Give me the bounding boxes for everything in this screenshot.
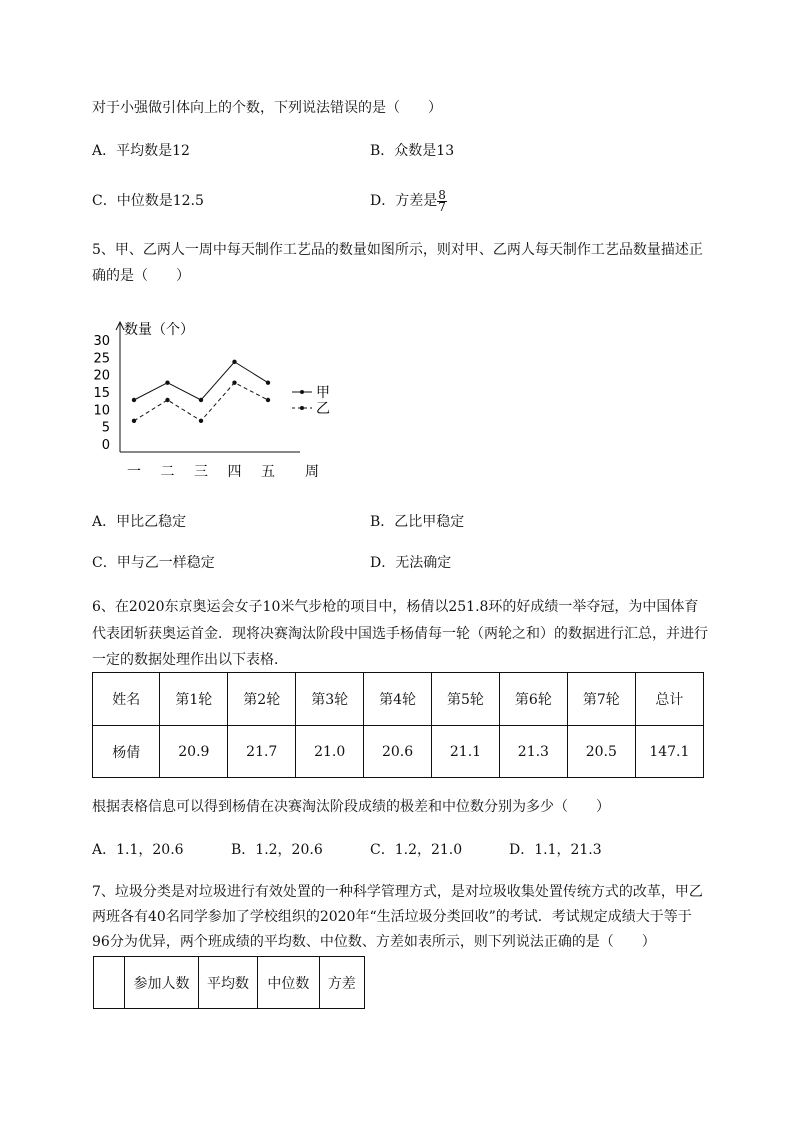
table-header-cell: 中位数 (258, 957, 319, 1009)
q4-option-a[interactable]: A．平均数是12 (92, 143, 190, 159)
q6-option-a[interactable]: A．1.1，20.6 (92, 842, 184, 858)
table-header-row (94, 957, 365, 1009)
legend-marker-jia (300, 390, 304, 394)
table-header-cell: 第2轮 (228, 673, 296, 726)
q6-option-b[interactable]: B．1.2，20.6 (231, 842, 323, 858)
series-group (132, 360, 270, 423)
q5-stem-line2: 确的是（ ） (92, 268, 190, 284)
q4-option-c[interactable]: C．中位数是12.5 (92, 193, 204, 209)
q5-option-c[interactable]: C．甲与乙一样稳定 (92, 555, 215, 571)
data-point (132, 398, 136, 402)
q4-option-b[interactable]: B．众数是13 (370, 143, 455, 159)
y-tick-label: 30 (93, 334, 110, 349)
table-header-cell: 参加人数 (125, 957, 199, 1009)
table-cell: 20.6 (364, 726, 432, 778)
table-row (93, 726, 704, 778)
legend-marker-yi (300, 406, 304, 410)
data-point (165, 380, 169, 384)
table-cell: 20.5 (567, 726, 635, 778)
data-point (132, 419, 136, 423)
y-tick-label: 5 (101, 420, 110, 436)
table-header-cell: 第7轮 (567, 673, 635, 726)
y-tick-label: 25 (93, 351, 110, 367)
y-tick-labels (93, 334, 110, 453)
q7-stats-table (93, 956, 365, 1009)
y-tick-label: 15 (93, 386, 110, 401)
y-axis-label: 数量（个） (124, 322, 194, 338)
table-header-row (93, 673, 704, 726)
q5-stem-line1: 5、甲、乙两人一周中每天制作工艺品的数量如图所示，则对甲、乙两人每天制作工艺品数量描述正 (92, 242, 703, 258)
y-tick-label: 10 (93, 403, 110, 419)
legend-label-yi: 乙 (316, 401, 330, 417)
table-cell: 21.0 (296, 726, 364, 778)
legend-label-jia: 甲 (316, 385, 330, 401)
data-point (266, 380, 270, 384)
table-header-cell: 方差 (319, 957, 364, 1009)
q4-option-d[interactable] (370, 183, 447, 219)
x-tick-label: 一 (127, 464, 141, 480)
table-header-cell: 第5轮 (432, 673, 500, 726)
y-tick-label: 20 (93, 368, 110, 384)
data-point (199, 398, 203, 402)
data-point (232, 380, 236, 384)
q6-score-table (92, 672, 704, 778)
data-point (232, 360, 236, 364)
q6-stem-line2: 代表团斩获奥运首金．现将决赛淘汰阶段中国选手杨倩每一轮（两轮之和）的数据进行汇总，并进行 (92, 626, 708, 642)
x-tick-label: 三 (194, 464, 208, 480)
data-point (266, 398, 270, 402)
fraction-numerator: 8 (438, 187, 446, 202)
x-tick-label: 五 (261, 464, 275, 480)
table-cell: 21.7 (228, 726, 296, 778)
x-tick-label: 四 (227, 464, 242, 480)
table-header-cell: 第1轮 (160, 673, 228, 726)
table-header-cell: 平均数 (198, 957, 257, 1009)
table-header-cell: 第3轮 (296, 673, 364, 726)
q6-option-c[interactable]: C．1.2，21.0 (370, 842, 463, 858)
table-cell: 21.1 (432, 726, 500, 778)
q6-option-d[interactable]: D．1.1，21.3 (509, 842, 602, 858)
q7-stem-line3: 96分为优异，两个班成绩的平均数、中位数、方差如表所示，则下列说法正确的是（ ） (92, 934, 656, 950)
q6-stem-line3: 一定的数据处理作出以下表格． (92, 652, 288, 668)
q4-option-d-prefix: D．方差是 (370, 193, 438, 209)
fraction-denominator: 7 (438, 199, 446, 214)
q5-option-a[interactable]: A．甲比乙稳定 (92, 514, 187, 530)
legend (292, 385, 330, 417)
table-header-cell: 姓名 (93, 673, 160, 726)
q4-stem: 对于小强做引体向上的个数，下列说法错误的是（ ） (92, 100, 442, 116)
q6-stem-line1: 6、在2020东京奥运会女子10米气步枪的项目中，杨倩以251.8环的好成绩一举夺冠，为中国体育 (92, 599, 699, 615)
x-axis-label: 周 (305, 464, 319, 480)
line-chart (90, 310, 350, 490)
x-tick-label: 二 (160, 464, 175, 480)
table-cell: 20.9 (160, 726, 228, 778)
table-cell: 147.1 (635, 726, 703, 778)
q7-stem-line2: 两班各有40名同学参加了学校组织的2020年“生活垃圾分类回收”的考试．考试规定成绩大于等于 (92, 909, 692, 925)
y-tick-label: 0 (101, 438, 110, 453)
table-cell: 21.3 (499, 726, 567, 778)
series-line-jia (134, 362, 268, 400)
table-cell: 杨倩 (93, 726, 160, 778)
table-header-cell: 第4轮 (364, 673, 432, 726)
fraction (437, 187, 447, 214)
table-header-cell (94, 957, 125, 1009)
q5-option-d[interactable]: D．无法确定 (370, 555, 452, 571)
table-header-cell: 总计 (635, 673, 703, 726)
q5-option-b[interactable]: B．乙比甲稳定 (370, 514, 465, 530)
q7-stem-line1: 7、垃圾分类是对垃圾进行有效处置的一种科学管理方式，是对垃圾收集处置传统方式的改革，甲乙 (92, 884, 703, 900)
x-tick-labels (127, 464, 275, 480)
data-point (165, 398, 169, 402)
q6-question: 根据表格信息可以得到杨倩在决赛淘汰阶段成绩的极差和中位数分别为多少（ ） (92, 799, 610, 815)
data-point (199, 419, 203, 423)
table-header-cell: 第6轮 (499, 673, 567, 726)
